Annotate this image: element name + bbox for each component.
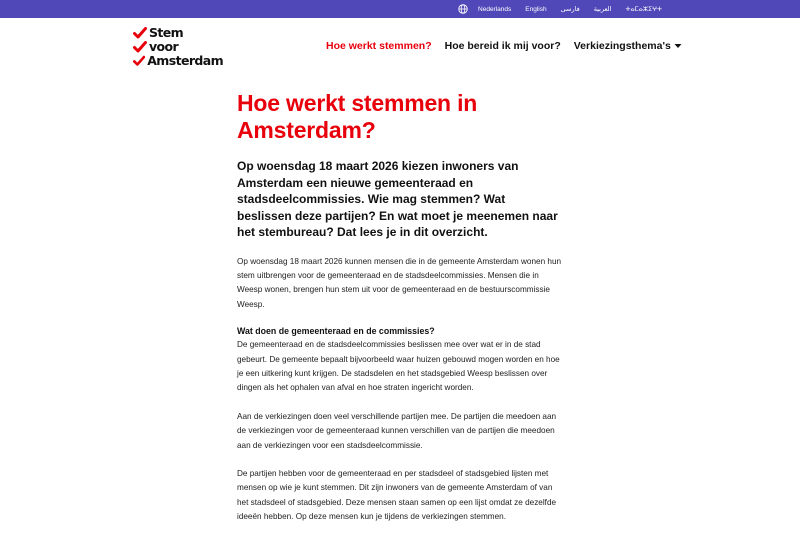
language-link-english[interactable]: English — [525, 5, 547, 13]
nav-dropdown-label: Verkiezingsthema's — [573, 40, 671, 52]
section-heading: Wat doen de gemeenteraad en de commissies? — [237, 326, 435, 337]
page-title: Hoe werkt stemmen in Amsterdam? — [237, 90, 478, 143]
main-content — [237, 90, 563, 525]
language-switcher — [458, 0, 662, 18]
language-link-nederlands[interactable]: Nederlands — [478, 5, 512, 13]
main-navigation — [326, 40, 695, 52]
logo-text-stem: Stem — [149, 25, 184, 40]
intro-paragraph: Op woensdag 18 maart 2026 kiezen inwoners van Amsterdam een nieuwe gemeenteraad en stadsdeelcommissies. Wie mag stemmen? Wat beslissen deze partijen? En wat moet je meenemen naar het stembureau? Dat lees je in dit overzicht. — [237, 159, 558, 239]
site-header — [0, 18, 800, 74]
top-language-bar — [0, 0, 800, 18]
checkmark-icon — [133, 55, 145, 67]
language-link-farsi[interactable]: فارسی — [560, 6, 580, 13]
logo-row — [133, 54, 223, 68]
globe-icon — [458, 4, 468, 14]
body-paragraph: De partijen hebben voor de gemeenteraad en per stadsdeel of stadsgebied lijsten met mensen op wie je kunt stemmen. Dit zijn inwoners van de gemeente Amsterdam of van het stadsdeel of stadsgebied. Deze mensen staan samen op een lijst omdat ze dezelfde ideeën hebben. Op deze mensen kun je tijdens de verkiezingen stemmen. — [237, 468, 557, 522]
chevron-down-icon — [674, 43, 682, 49]
logo-row — [133, 40, 223, 54]
language-link-tamazight[interactable]: ⵜⴰⵎⴰⵣⵉⵖⵜ — [625, 6, 662, 13]
body-paragraph: De gemeenteraad en de stadsdeelcommissies beslissen mee over wat er in de stad gebeurt. De gemeente bepaalt bijvoorbeeld waar huizen gebouwd mogen worden en hoe je een uitkering kunt krijgen. De stadsdelen en het stadsgebied Weesp beslissen over dingen als het ophalen van afval en hoe straten ingericht worden. — [237, 340, 560, 393]
body-paragraph: Op woensdag 18 maart 2026 kunnen mensen die in de gemeente Amsterdam wonen hun stem uitbrengen voor de gemeenteraad en de stadsdeelcommissies. Mensen die in Weesp wonen, brengen hun stem uit voor de gemeenteraad en de bestuurscommissie Weesp. — [237, 256, 562, 309]
nav-dropdown-verkiezingsthemas[interactable] — [574, 40, 682, 52]
nav-link-hoe-bereid-ik-mij-voor[interactable]: Hoe bereid ik mij voor? — [444, 40, 561, 52]
logo-text-amsterdam: Amsterdam — [147, 53, 223, 68]
language-link-arabic[interactable]: العربية — [593, 6, 612, 13]
site-logo[interactable] — [133, 26, 223, 68]
logo-text-voor: voor — [149, 39, 179, 54]
logo-row — [133, 26, 223, 40]
checkmark-icon — [133, 41, 147, 53]
checkmark-icon — [133, 27, 147, 39]
body-paragraph: Aan de verkiezingen doen veel verschillende partijen mee. De partijen die meedoen aan de verkiezingen voor de gemeenteraad kunnen verschillen van de partijen die meedoen aan de verkiezingen voor een stadsdeelcommissie. — [237, 411, 557, 450]
nav-link-hoe-werkt-stemmen[interactable]: Hoe werkt stemmen? — [326, 40, 432, 52]
